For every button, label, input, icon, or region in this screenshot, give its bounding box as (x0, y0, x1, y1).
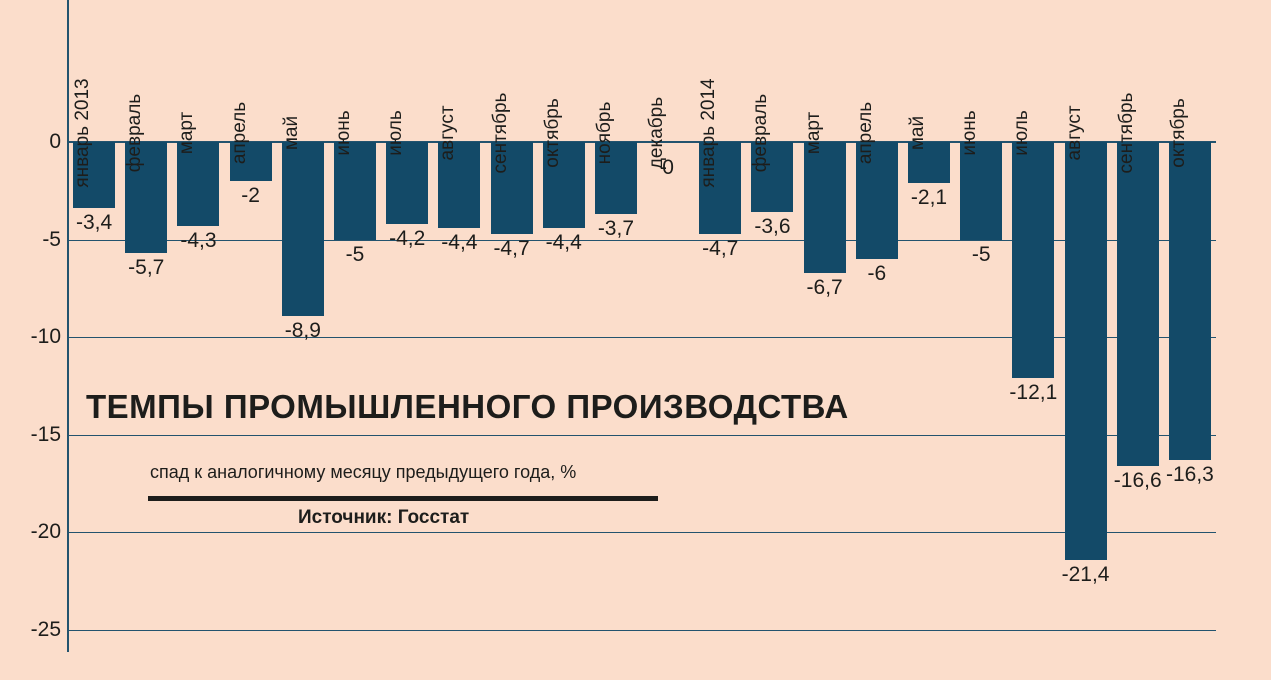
bar-group[interactable] (438, 0, 480, 680)
bar-value-label: -5 (971, 242, 991, 266)
bar-category-label: октябрь (1167, 98, 1189, 168)
plot-area (68, 0, 1216, 680)
chart-subtitle: спад к аналогичному месяцу предыдущего года, % (150, 462, 577, 482)
bar-group[interactable] (1009, 0, 1058, 680)
bar-value-label: -6 (867, 262, 887, 286)
y-tick-label: -25 (30, 618, 61, 641)
bar-group[interactable] (543, 0, 585, 680)
bar-value-label: -2,1 (910, 185, 948, 209)
bar-category-label: февраль (750, 93, 772, 173)
bar-value-label: -3,4 (75, 211, 113, 235)
bar-category-label: июль (385, 110, 407, 156)
bar-group[interactable] (699, 0, 741, 680)
bar-category-label: январь 2013 (72, 78, 94, 188)
bar[interactable] (334, 142, 376, 240)
bar-value-label: -16,6 (1113, 469, 1162, 493)
bar-category-label: июнь (333, 110, 354, 156)
bar-value-label: -2 (241, 184, 260, 208)
bar-group[interactable] (177, 0, 219, 680)
bar-category-label: апрель (228, 101, 250, 165)
bar-category-label: сентябрь (1115, 92, 1137, 174)
bar-group[interactable] (595, 0, 637, 680)
y-tick-label: -10 (30, 325, 61, 349)
bar[interactable] (177, 142, 219, 226)
bar-group[interactable] (1113, 0, 1162, 680)
bar-group[interactable] (908, 0, 950, 680)
bar-value-label: -4,2 (389, 226, 426, 250)
bar-category-label: январь 2014 (698, 78, 720, 188)
y-tick-label: 0 (49, 130, 61, 153)
bar[interactable] (1065, 142, 1107, 560)
bar-category-label: сентябрь (489, 92, 511, 174)
bar-value-label: -4,3 (180, 228, 217, 252)
bar-group[interactable] (491, 0, 533, 680)
bar-group[interactable] (73, 0, 115, 680)
bar-group[interactable] (960, 0, 1002, 680)
bar-value-label: -4,4 (441, 230, 478, 254)
bar[interactable] (282, 142, 324, 316)
bar[interactable] (1169, 142, 1211, 460)
bar-group[interactable] (282, 0, 324, 680)
bar-group[interactable] (751, 0, 793, 680)
bar-group[interactable] (386, 0, 428, 680)
bar-group[interactable] (125, 0, 167, 680)
bar-value-label: -5,7 (128, 256, 165, 280)
bar-category-label: июль (1011, 110, 1033, 156)
bar[interactable] (1012, 142, 1054, 378)
bar-group[interactable] (334, 0, 376, 680)
bar-value-label: -4,7 (493, 236, 530, 260)
bar-category-label: март (176, 111, 198, 155)
bar-group[interactable] (856, 0, 898, 680)
bar-value-label: -21,4 (1061, 562, 1110, 586)
bar-category-label: апрель (854, 101, 876, 165)
bar-value-label: -4,7 (702, 236, 739, 260)
bar-value-label: -16,3 (1165, 463, 1214, 487)
bar-category-label: декабрь (646, 96, 668, 170)
bar[interactable] (1117, 142, 1159, 466)
bar-value-label: -5 (345, 242, 365, 266)
bar-value-label: -6,7 (806, 275, 843, 299)
bar-category-label: август (437, 105, 459, 161)
y-tick-label: -5 (42, 227, 61, 251)
bar-group[interactable] (1165, 0, 1214, 680)
bar[interactable] (960, 142, 1002, 240)
bar-category-label: февраль (124, 93, 146, 173)
bar-category-label: июнь (959, 110, 981, 156)
bar-value-label: -8,9 (284, 318, 321, 342)
bar-group[interactable] (230, 0, 272, 680)
chart-source: Источник: Госстат (298, 507, 470, 528)
bar-value-label: -4,4 (545, 230, 582, 254)
bar-value-label: -12,1 (1009, 381, 1058, 405)
divider (148, 496, 658, 501)
bar-series (68, 0, 1216, 680)
y-tick-label: -15 (30, 422, 61, 446)
bar-category-label: май (280, 115, 302, 151)
bar-group[interactable] (1061, 0, 1110, 680)
bar-category-label: май (907, 115, 928, 151)
bar-group[interactable] (647, 0, 689, 680)
bar-value-label: 0 (662, 156, 674, 179)
bar-group[interactable] (804, 0, 846, 680)
bar[interactable] (804, 142, 846, 273)
bar-category-label: август (1063, 105, 1085, 161)
page-title: ТЕМПЫ ПРОМЫШЛЕННОГО ПРОИЗВОДСТВА (86, 388, 849, 425)
bar-category-label: октябрь (541, 98, 563, 168)
bar-category-label: март (802, 111, 824, 155)
y-tick-label: -20 (30, 520, 61, 544)
bar-category-label: ноябрь (593, 101, 615, 165)
bar-value-label: -3,7 (597, 217, 634, 241)
bar-value-label: -3,6 (754, 215, 791, 239)
